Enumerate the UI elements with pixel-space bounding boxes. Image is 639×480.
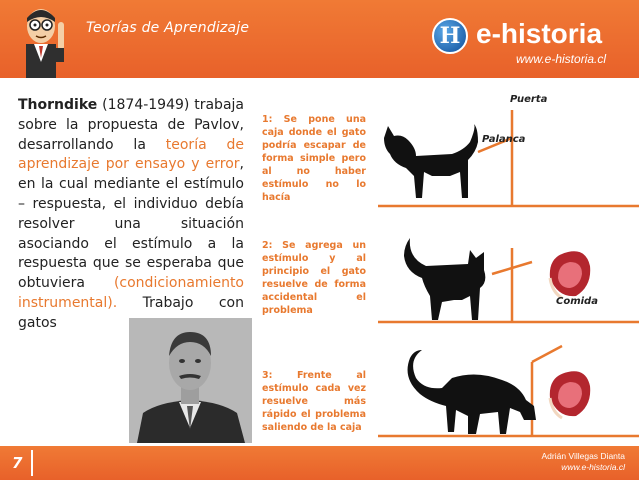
step-3-text: 3: Frente al estímulo cada vez resuelve más rápido el problema saliendo de la caja	[262, 370, 366, 433]
experiment-diagram	[372, 88, 639, 442]
cat-3-icon	[408, 350, 536, 434]
logo-letter: H	[439, 23, 461, 49]
step-1-text: 1: Se pone una caja donde el gato podría escapar de forma simple pero al no haber estímulo no lo hacía	[262, 114, 366, 203]
theory-highlight: teoría de aprendizaje por ensayo y error	[18, 136, 245, 173]
author-name: Adrián Villegas Dianta	[541, 451, 625, 461]
brand-name: e-historia	[476, 18, 603, 49]
main-paragraph	[18, 96, 244, 334]
instrumental-highlight: (condicionamiento instrumental).	[18, 275, 244, 311]
thorndike-portrait	[129, 318, 252, 443]
footer-bar	[0, 446, 639, 480]
palanca-label: Palanca	[482, 134, 526, 145]
page-number: 7	[12, 454, 23, 472]
meat-1-icon	[550, 251, 590, 298]
thorndike-name: Thorndike	[18, 97, 98, 113]
text-segment-1: (1874-1949) trabaja sobre la propuesta de Pavlov, desarrollando la	[18, 97, 244, 153]
header-bar	[0, 0, 639, 78]
footer-credits	[542, 451, 625, 473]
comida-label: Comida	[556, 296, 598, 307]
footer-separator	[31, 450, 33, 476]
footer-url[interactable]: www.e-historia.cl	[561, 462, 625, 472]
professor-mascot-icon	[12, 4, 76, 78]
text-segment-3: Trabajo con gatos	[18, 294, 244, 331]
step-2-text: 2: Se agrega un estímulo y al principio el gato resuelve de forma accidental el problema	[262, 240, 366, 316]
text-segment-2: , en la cual mediante el estímulo – respuesta, el individuo debía resolver una situación asociando el estímulo a la respuesta que se esperaba que obtuviera	[18, 156, 244, 292]
meat-2-icon	[550, 371, 590, 418]
cat-2-icon	[404, 238, 485, 320]
puerta-label: Puerta	[510, 94, 548, 105]
e-historia-logo-icon	[432, 18, 468, 54]
header-title: Teorías de Aprendizaje	[86, 20, 250, 36]
brand-url[interactable]: www.e-historia.cl	[516, 52, 607, 66]
portrait-image-icon	[129, 318, 252, 443]
cat-1-icon	[384, 124, 478, 198]
